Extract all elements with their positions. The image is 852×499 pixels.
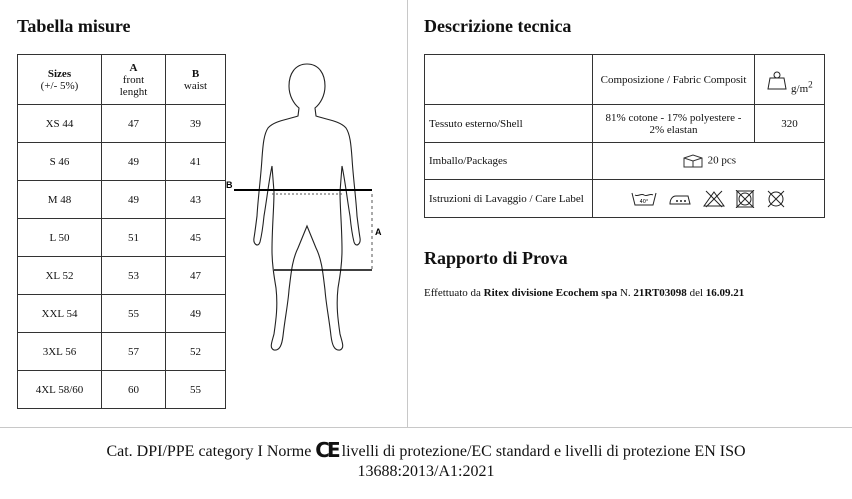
care-icons xyxy=(593,180,825,218)
no-dry-clean-icon xyxy=(766,190,786,208)
a-marker-label: A xyxy=(375,227,382,237)
table-row xyxy=(18,105,226,143)
size-table-header-row xyxy=(18,55,226,105)
header-a-desc: front lenght xyxy=(119,73,148,98)
shell-composition: 81% cotone - 17% polyestere - 2% elastan xyxy=(593,105,755,143)
packages-value-cell xyxy=(593,143,825,180)
a-cell: 51 xyxy=(102,219,166,257)
tech-header-row xyxy=(425,55,825,105)
header-b xyxy=(166,55,226,105)
a-cell: 47 xyxy=(102,105,166,143)
size-table xyxy=(17,54,226,409)
size-cell: 3XL 56 xyxy=(18,333,102,371)
size-cell: XXL 54 xyxy=(18,295,102,333)
footer-text-2: livelli di protezione/EC standard e livelli di protezione EN ISO xyxy=(341,443,746,460)
table-row xyxy=(18,143,226,181)
tech-header-empty xyxy=(425,55,593,105)
weight-unit xyxy=(791,79,813,96)
footer-standards xyxy=(0,440,852,482)
a-cell: 55 xyxy=(102,295,166,333)
iron-icon xyxy=(668,190,692,208)
report-prefix: Effettuato da xyxy=(424,287,481,299)
table-row xyxy=(18,333,226,371)
weight-header xyxy=(755,55,825,105)
vertical-divider xyxy=(407,0,408,427)
b-cell: 41 xyxy=(166,143,226,181)
shell-label: Tessuto esterno/Shell xyxy=(425,105,593,143)
size-cell: S 46 xyxy=(18,143,102,181)
size-table-title: Tabella misure xyxy=(17,16,131,36)
b-cell: 39 xyxy=(166,105,226,143)
report-del: del xyxy=(689,287,704,299)
footer-text-1: Cat. DPI/PPE category I Norme xyxy=(106,443,312,460)
weight-unit-text: g/m xyxy=(791,83,809,96)
a-cell: 60 xyxy=(102,371,166,409)
shell-weight: 320 xyxy=(755,105,825,143)
header-sizes-tolerance: (+/- 5%) xyxy=(40,79,79,92)
header-a xyxy=(102,55,166,105)
a-cell: 53 xyxy=(102,257,166,295)
wash-40-icon xyxy=(631,190,657,208)
header-b-label: B xyxy=(191,67,200,80)
tech-table xyxy=(424,54,825,218)
size-cell: L 50 xyxy=(18,219,102,257)
care-label: Istruzioni di Lavaggio / Care Label xyxy=(425,180,593,218)
b-cell: 55 xyxy=(166,371,226,409)
b-cell: 52 xyxy=(166,333,226,371)
size-cell: XS 44 xyxy=(18,105,102,143)
report-line xyxy=(424,287,744,299)
box-icon xyxy=(681,153,705,169)
b-cell: 47 xyxy=(166,257,226,295)
composition-header: Composizione / Fabric Composit xyxy=(593,55,755,105)
care-row xyxy=(425,180,825,218)
header-a-label: A xyxy=(129,61,138,74)
packages-label: Imballo/Packages xyxy=(425,143,593,180)
ce-mark: CE xyxy=(315,438,338,462)
body-figure-diagram xyxy=(222,58,392,358)
tech-description-title: Descrizione tecnica xyxy=(424,16,572,36)
report-number: 21RT03098 xyxy=(633,287,687,299)
wash-temp: 40° xyxy=(639,198,649,205)
table-row xyxy=(18,295,226,333)
b-cell: 49 xyxy=(166,295,226,333)
a-cell: 49 xyxy=(102,181,166,219)
report-date: 16.09.21 xyxy=(705,287,745,299)
no-tumble-dry-icon xyxy=(735,190,755,208)
footer-text-3: 13688:2013/A1:2021 xyxy=(357,463,495,480)
header-sizes xyxy=(18,55,102,105)
header-b-desc: waist xyxy=(183,79,208,92)
body-outline xyxy=(254,64,360,350)
packages-row xyxy=(425,143,825,180)
table-row xyxy=(18,219,226,257)
packages-value: 20 pcs xyxy=(707,154,737,167)
report-lab: Ritex divisione Ecochem spa xyxy=(483,287,618,299)
table-row xyxy=(18,257,226,295)
shell-row xyxy=(425,105,825,143)
horizontal-divider xyxy=(0,427,852,428)
weight-icon xyxy=(766,69,788,91)
size-cell: M 48 xyxy=(18,181,102,219)
a-cell: 57 xyxy=(102,333,166,371)
table-row xyxy=(18,371,226,409)
weight-unit-sup: 2 xyxy=(808,79,813,90)
no-bleach-icon xyxy=(703,190,725,208)
b-marker-label: B xyxy=(226,180,233,190)
report-n: N. xyxy=(619,287,631,299)
b-cell: 43 xyxy=(166,181,226,219)
table-row xyxy=(18,181,226,219)
report-title: Rapporto di Prova xyxy=(424,248,568,268)
b-cell: 45 xyxy=(166,219,226,257)
header-sizes-label: Sizes xyxy=(47,67,72,80)
a-cell: 49 xyxy=(102,143,166,181)
size-cell: 4XL 58/60 xyxy=(18,371,102,409)
size-cell: XL 52 xyxy=(18,257,102,295)
